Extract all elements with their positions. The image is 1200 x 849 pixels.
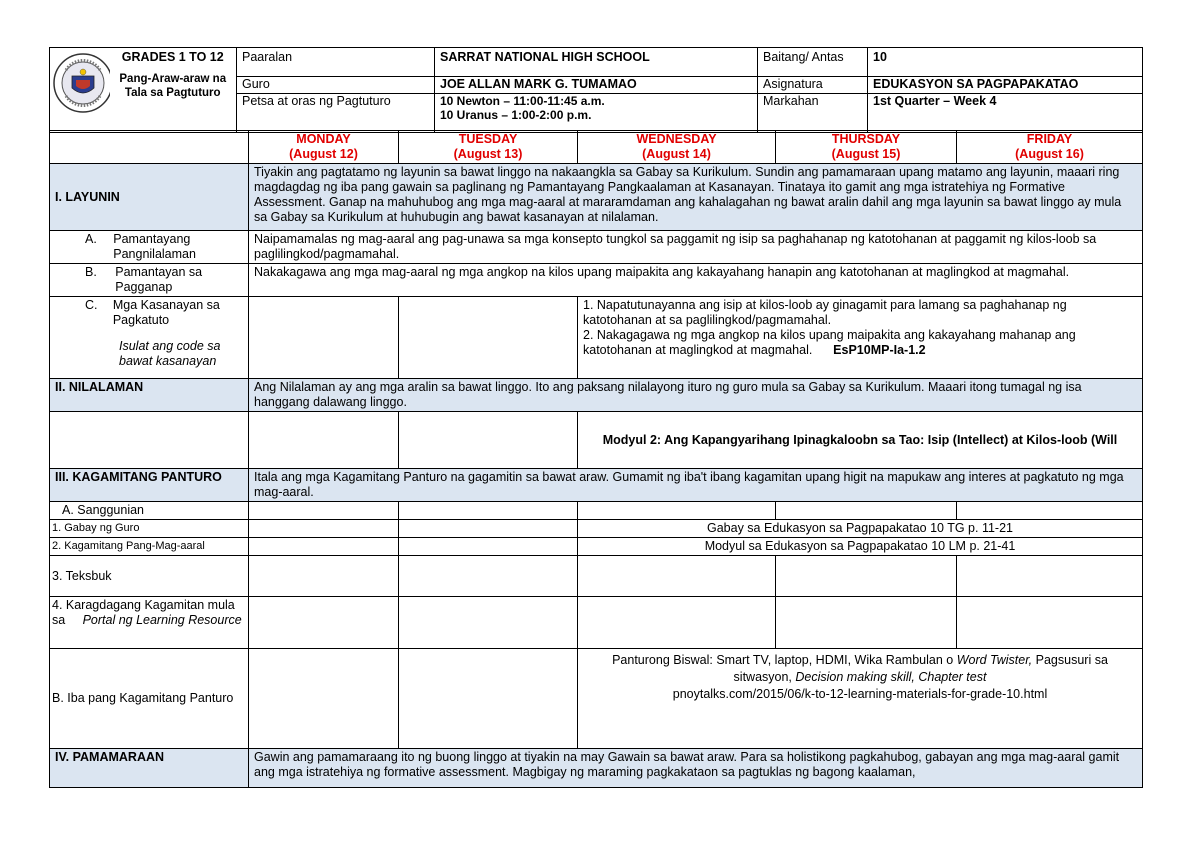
iba-pang-value (578, 649, 1143, 749)
karagdagan-wednesday (578, 597, 776, 649)
gabay-monday (249, 520, 399, 538)
petsa-value (435, 94, 758, 133)
header-table (49, 47, 1143, 133)
kagamitan-row (50, 469, 1143, 502)
modyul-row (50, 412, 1143, 469)
asignatura-value: EDUKASYON SA PAGPAPAKATAO (868, 77, 1143, 94)
dll-title-line1: Pang-Araw-araw na (119, 73, 227, 85)
sanggunian-thursday (776, 502, 957, 520)
kasanayan-text (578, 297, 1143, 379)
iba-pang-tuesday (399, 649, 578, 749)
iba-pang-url: pnoytalks.com/2015/06/k-to-12-learning-materials-for-grade-10.html (672, 687, 1048, 701)
seal-cell (50, 48, 110, 133)
sanggunian-wednesday (578, 502, 776, 520)
teksbuk-row (50, 556, 1143, 597)
asignatura-label: Asignatura (758, 77, 868, 94)
karagdagan-friday (957, 597, 1143, 649)
karagdagan-label: 4. Karagdagang Kagamitan mula sa Portal ng Learning Resource (50, 597, 249, 649)
teksbuk-wednesday (578, 556, 776, 597)
days-row (50, 131, 1143, 164)
pamantayan-sa-pagganap-label: B. Pamantayan sa Pagganap (50, 264, 249, 297)
pamantayan-sa-pagganap-text: Nakakagawa ang mga mag-aaral ng mga angkop na kilos upang maipakita ang kakayahang hanapin ang katotohanan at maglingkod at magmahal. (249, 264, 1143, 297)
baitang-label: Baitang/ Antas (758, 48, 868, 77)
kagamitan-label: III. KAGAMITANG PANTURO (50, 469, 249, 502)
layunin-text: Tiyakin ang pagtatamo ng layunin sa bawat linggo na nakaangkla sa Gabay sa Kurikulum. Sundin ang pamamaraan upang matamo ang layunin, maaari ring magdagdag ng iba pang gawain sa paglinang ng Pamantayang Pangkaalaman at Kasanayan. Tinataya ito gamit ang mga istratehiya ng Formative Assessment. Ganap na mahuhubog ang mga mag-aaral at mararamdaman ang kahalagahan ng bawat aralin dahil ang mga layunin sa bawat linggo ay mula sa Gabay sa Kurikulum at huhubugin ang bawat kasanayan at nilalaman. (249, 164, 1143, 231)
pang-magaaral-tuesday (399, 538, 578, 556)
pang-magaaral-label: 2. Kagamitang Pang-Mag-aaral (50, 538, 249, 556)
teksbuk-label: 3. Teksbuk (50, 556, 249, 597)
kasanayan-row (50, 297, 1143, 379)
day-friday: FRIDAY (August 16) (957, 131, 1143, 164)
teksbuk-tuesday (399, 556, 578, 597)
kasanayan-code: EsP10MP-Ia-1.2 (833, 343, 926, 357)
karagdagan-row (50, 597, 1143, 649)
pamantayang-pangnilalaman-label: A. Pamantayang Pangnilalaman (50, 231, 249, 264)
kasanayan-note: Isulat ang code sa bawat kasanayan (119, 339, 221, 368)
sanggunian-row (50, 502, 1143, 520)
kasanayan-monday (249, 297, 399, 379)
iba-pang-monday (249, 649, 399, 749)
gabay-row (50, 520, 1143, 538)
kasanayan-item2: 2. Nakagagawa ng mga angkop na kilos upang maipakita ang kakayahang mahanap ang katotohanan at maglingkod at magmahal. EsP10MP-Ia-1.2 (583, 328, 1076, 357)
kasanayan-item1: 1. Napatutunayanna ang isip at kilos-loob ay ginagamit para lamang sa paghahanap ng katotohanan at sa paglilingkod/pagmamahal. (583, 298, 1067, 327)
pang-magaaral-monday (249, 538, 399, 556)
teksbuk-friday (957, 556, 1143, 597)
day-monday: MONDAY (August 12) (249, 131, 399, 164)
pamantayang-pangnilalaman-text: Naipamamalas ng mag-aaral ang pag-unawa sa mga konsepto tungkol sa paggamit ng isip sa paghahanap ng katotohanan at paggamit ng kilos-loob sa paglilingkod/pagmamahal. (249, 231, 1143, 264)
dll-title-line2: Tala sa Pagtuturo (124, 87, 221, 99)
markahan-label: Markahan (758, 94, 868, 133)
kasanayan-label: C. Mga Kasanayan sa Pagkatuto Isulat ang code sa bawat kasanayan (50, 297, 249, 379)
dll-title-cell (110, 48, 237, 133)
paaralan-value: SARRAT NATIONAL HIGH SCHOOL (435, 48, 758, 77)
petsa-value-line1: 10 Newton – 11:00-11:45 a.m. (440, 94, 605, 108)
day-tuesday: TUESDAY (August 13) (399, 131, 578, 164)
karagdagan-monday (249, 597, 399, 649)
pang-magaaral-value: Modyul sa Edukasyon sa Pagpapakatao 10 LM p. 21-41 (578, 538, 1143, 556)
iba-pang-row (50, 649, 1143, 749)
lesson-plan-table (49, 130, 1143, 788)
gabay-label: 1. Gabay ng Guro (50, 520, 249, 538)
grades-label: GRADES 1 TO 12 (121, 50, 224, 64)
days-corner (50, 131, 249, 164)
modyul-monday (249, 412, 399, 469)
modyul-tuesday (399, 412, 578, 469)
karagdagan-thursday (776, 597, 957, 649)
nilalaman-label: II. NILALAMAN (50, 379, 249, 412)
guro-label: Guro (237, 77, 435, 94)
layunin-row (50, 164, 1143, 231)
pamamaraan-label: IV. PAMAMARAAN (50, 749, 249, 788)
iba-pang-label: B. Iba pang Kagamitang Panturo (50, 649, 249, 749)
guro-value: JOE ALLAN MARK G. TUMAMAO (435, 77, 758, 94)
markahan-value: 1st Quarter – Week 4 (868, 94, 1143, 133)
petsa-label: Petsa at oras ng Pagtuturo (237, 94, 435, 133)
sanggunian-label: A. Sanggunian (50, 502, 249, 520)
day-wednesday: WEDNESDAY (August 14) (578, 131, 776, 164)
kagamitan-text: Itala ang mga Kagamitang Panturo na gagamitin sa bawat araw. Gumamit ng iba't ibang kagamitan upang higit na mapukaw ang interes at pagkatuto ng mga mag-aaral. (249, 469, 1143, 502)
karagdagan-tuesday (399, 597, 578, 649)
pamamaraan-text: Gawin ang pamamaraang ito ng buong linggo at tiyakin na may Gawain sa bawat araw. Para sa holistikong pagkahubog, gabayan ang mga mag-aaral gamit ang mga istratehiya ng formative assessment. Magbigay ng maraming pagkakataon sa pagtuklas ng bagong kaalaman, (249, 749, 1143, 788)
modyul-empty (50, 412, 249, 469)
pamantayan-sa-pagganap-row (50, 264, 1143, 297)
deped-seal-icon (52, 52, 110, 114)
gabay-tuesday (399, 520, 578, 538)
nilalaman-text: Ang Nilalaman ay ang mga aralin sa bawat linggo. Ito ang paksang nilalayong ituro ng guro mula sa Gabay sa Kurikulum. Maaari itong tumagal ng isa hanggang dalawang linggo. (249, 379, 1143, 412)
pamamaraan-row (50, 749, 1143, 788)
petsa-value-line2: 10 Uranus – 1:00-2:00 p.m. (440, 108, 592, 122)
paaralan-label: Paaralan (237, 48, 435, 77)
pang-magaaral-row (50, 538, 1143, 556)
modyul-title: Modyul 2: Ang Kapangyarihang Ipinagkaloobn sa Tao: Isip (Intellect) at Kilos-loob (Will (578, 412, 1143, 469)
sanggunian-tuesday (399, 502, 578, 520)
pamantayang-pangnilalaman-row (50, 231, 1143, 264)
sanggunian-monday (249, 502, 399, 520)
nilalaman-row (50, 379, 1143, 412)
layunin-label: I. LAYUNIN (50, 164, 249, 231)
kasanayan-tuesday (399, 297, 578, 379)
baitang-value: 10 (868, 48, 1143, 77)
iba-pang-materials: Panturong Biswal: Smart TV, laptop, HDMI, Wika Rambulan o Word Twister, Pagsusuri sa sitwasyon, Decision making skill, Chapter test (612, 653, 1108, 684)
teksbuk-monday (249, 556, 399, 597)
day-thursday: THURSDAY (August 15) (776, 131, 957, 164)
teksbuk-thursday (776, 556, 957, 597)
gabay-value: Gabay sa Edukasyon sa Pagpapakatao 10 TG p. 11-21 (578, 520, 1143, 538)
sanggunian-friday (957, 502, 1143, 520)
